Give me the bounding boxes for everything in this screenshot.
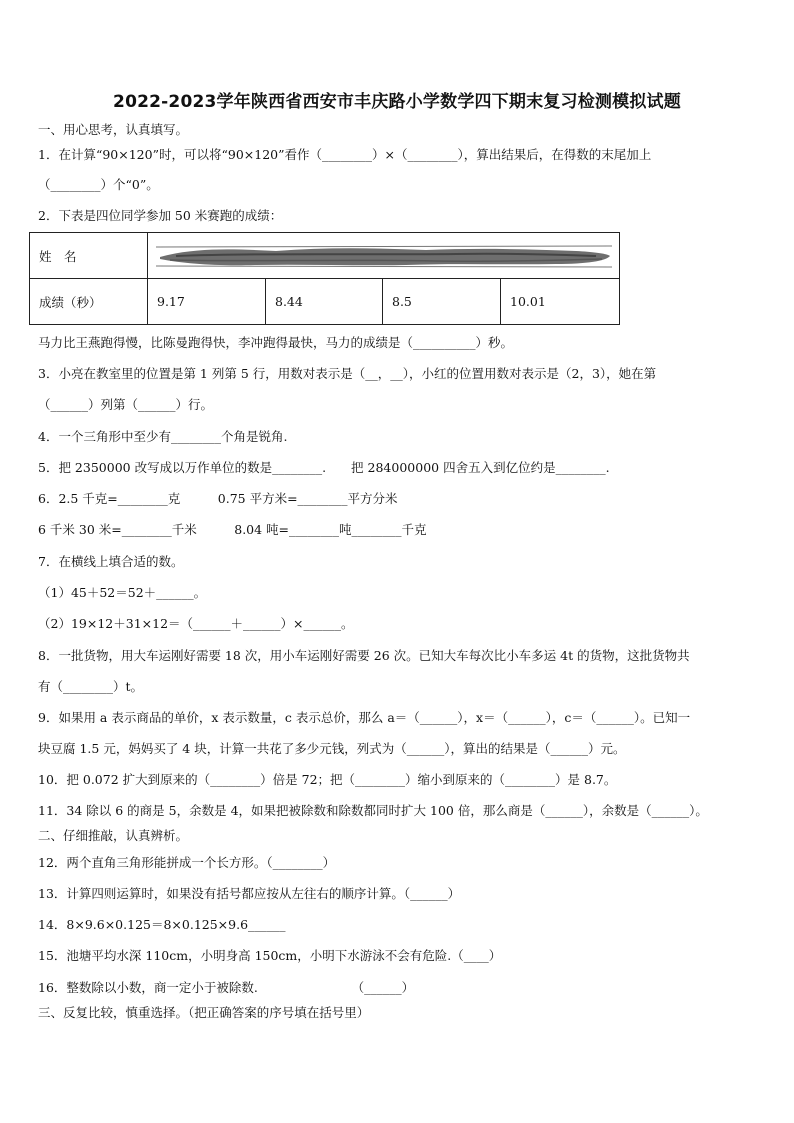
question-12: 12．两个直角三角形能拼成一个长方形。（________） (38, 855, 336, 870)
score-cell: 8.44 (266, 279, 383, 325)
question-13: 13．计算四则运算时，如果没有括号都应按从左往右的顺序计算。（______） (38, 886, 461, 901)
score-cell: 10.01 (501, 279, 620, 325)
question-14: 14．8×9.6×0.125＝8×0.125×9.6______ (38, 917, 286, 932)
question-6-line-2: 6 千米 30 米=________千米 8.04 吨=________吨________千克 (38, 522, 427, 537)
question-9-line-1: 9．如果用 a 表示商品的单价，x 表示数量，c 表示总价，那么 a＝（______），x＝（______），c＝（______）。已知一 (38, 710, 691, 725)
score-cell: 8.5 (383, 279, 501, 325)
table-row (30, 233, 620, 279)
redacted-names-image (156, 241, 612, 271)
score-cell: 9.17 (148, 279, 266, 325)
race-results-table (29, 232, 620, 325)
question-9-line-2: 块豆腐 1.5 元，妈妈买了 4 块，计算一共花了多少元钱，列式为（______），算出的结果是（______）元。 (38, 741, 626, 756)
question-7-part-2: （2）19×12＋31×12＝（______＋______）×______。 (38, 616, 354, 631)
question-6-line-1: 6．2.5 千克=________克 0.75 平方米=________平方分米 (38, 491, 398, 506)
question-15: 15．池塘平均水深 110cm，小明身高 150cm，小明下水游泳不会有危险.（____） (38, 948, 502, 963)
redacted-names-cell (148, 233, 620, 279)
table-label-name: 姓 名 (30, 233, 148, 279)
table-row (30, 279, 620, 325)
question-4: 4．一个三角形中至少有________个角是锐角. (38, 429, 288, 444)
question-2-intro: 2．下表是四位同学参加 50 米赛跑的成绩： (38, 208, 283, 223)
question-1-line-2: （________）个“0”。 (38, 177, 159, 192)
question-10: 10．把 0.072 扩大到原来的（________）倍是 72；把（________）缩小到原来的（________）是 8.7。 (38, 772, 617, 787)
question-1-line-1: 1．在计算“90×120”时，可以将“90×120”看作（________）×（________），算出结果后，在得数的末尾加上 (38, 147, 652, 162)
question-8-line-1: 8．一批货物，用大车运刚好需要 18 次，用小车运刚好需要 26 次。已知大车每次比小车多运 4t 的货物，这批货物共 (38, 648, 690, 663)
question-7-part-1: （1）45＋52＝52＋______。 (38, 585, 207, 600)
section-2-heading: 二、仔细推敲，认真辨析。 (38, 828, 189, 843)
question-3-line-1: 3．小亮在教室里的位置是第 1 列第 5 行，用数对表示是（__，__），小红的位置用数对表示是（2，3），她在第 (38, 366, 657, 381)
section-1-heading: 一、用心思考，认真填写。 (38, 122, 189, 137)
section-3-heading: 三、反复比较，慎重选择。（把正确答案的序号填在括号里） (38, 1005, 370, 1020)
question-2-text: 马力比王燕跑得慢，比陈曼跑得快，李冲跑得最快，马力的成绩是（__________）秒。 (38, 335, 514, 350)
question-8-line-2: 有（________）t。 (38, 679, 144, 694)
question-3-line-2: （______）列第（______）行。 (38, 397, 214, 412)
table-label-score: 成绩（秒） (30, 279, 148, 325)
question-16: 16．整数除以小数，商一定小于被除数. （______） (38, 980, 415, 995)
question-11: 11．34 除以 6 的商是 5，余数是 4，如果把被除数和除数都同时扩大 100 倍，那么商是（______），余数是（______）。 (38, 803, 708, 818)
question-7-intro: 7．在横线上填合适的数。 (38, 554, 184, 569)
page-title: 2022-2023学年陕西省西安市丰庆路小学数学四下期末复习检测模拟试题 (113, 92, 681, 112)
question-5: 5．把 2350000 改写成以万作单位的数是________. 把 284000000 四舍五入到亿位约是________. (38, 460, 610, 475)
